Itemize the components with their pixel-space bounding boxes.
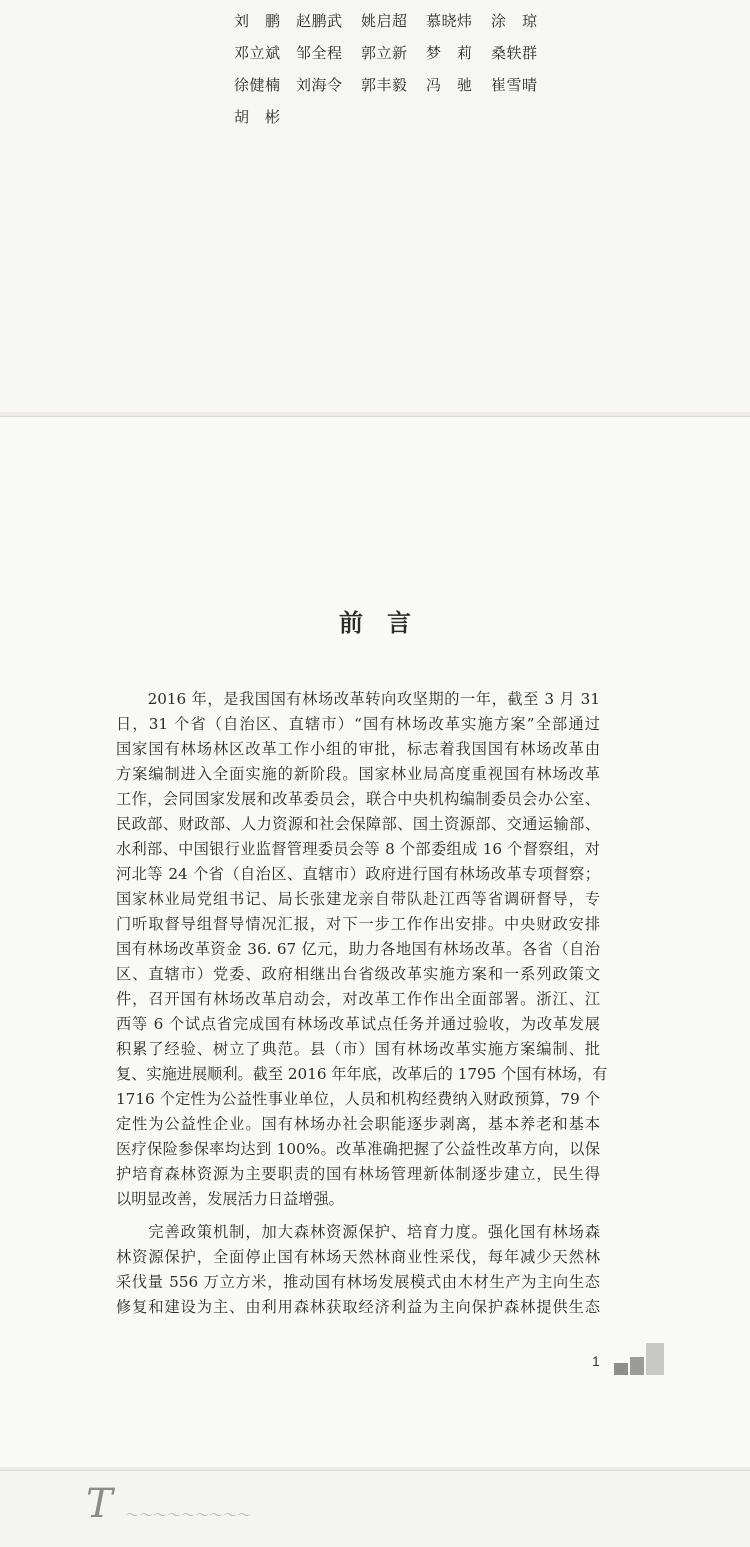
name-row bbox=[234, 68, 556, 100]
contributor-name: 刘海令 bbox=[296, 75, 343, 94]
preface-heading: 前 言 bbox=[339, 608, 411, 637]
contributor-name: 姚启超 bbox=[361, 11, 408, 30]
contributor-name: 梦 莉 bbox=[426, 43, 473, 62]
text-line: 医疗保险参保率均达到 100%。改革准确把握了公益性改革方向，以保 bbox=[116, 1140, 600, 1158]
preface-page bbox=[0, 416, 750, 1467]
text-line: 以明显改善，发展活力日益增强。 bbox=[116, 1190, 344, 1208]
text-line: 区、直辖市）党委、政府相继出台省级改革实施方案和一系列政策文 bbox=[116, 965, 600, 983]
text-line: 国有林场改革资金 36. 67 亿元，助力各地国有林场改革。各省（自治 bbox=[116, 940, 600, 958]
text-line: 定性为公益性企业。国有林场办社会职能逐步剥离，基本养老和基本 bbox=[116, 1115, 600, 1133]
contributor-name: 郭立新 bbox=[361, 43, 408, 62]
text-line: 完善政策机制，加大森林资源保护、培育力度。强化国有林场森 bbox=[116, 1223, 600, 1241]
contributor-name: 慕晓炜 bbox=[426, 11, 473, 30]
text-line: 民政部、财政部、人力资源和社会保障部、国土资源部、交通运输部、 bbox=[116, 815, 600, 833]
text-line: 件，召开国有林场改革启动会，对改革工作作出全面部署。浙江、江 bbox=[116, 990, 600, 1008]
text-line: 日，31 个省（自治区、直辖市）“国有林场改革实施方案”全部通过 bbox=[116, 715, 600, 733]
text-line: 西等 6 个试点省完成国有林场改革试点任务并通过验收，为改革发展 bbox=[116, 1015, 600, 1033]
contributor-names bbox=[234, 4, 556, 132]
text-line: 复、实施进展顺利。截至 2016 年年底，改革后的 1795 个国有林场，有 bbox=[116, 1065, 608, 1083]
text-line: 积累了经验、树立了典范。县（市）国有林场改革实施方案编制、批 bbox=[116, 1040, 600, 1058]
text-line: 国家国有林场林区改革工作小组的审批，标志着我国国有林场改革由 bbox=[116, 740, 600, 758]
preface-body bbox=[116, 687, 608, 1320]
contributor-name: 崔雪晴 bbox=[491, 75, 538, 94]
name-row bbox=[234, 100, 556, 132]
contributor-name: 赵鹏武 bbox=[296, 11, 343, 30]
text-line: 河北等 24 个省（自治区、直辖市）政府进行国有林场改革专项督察； bbox=[116, 865, 600, 883]
text-line: 2016 年，是我国国有林场改革转向攻坚期的一年，截至 3 月 31 bbox=[116, 690, 600, 708]
bar-chart-decoration-icon bbox=[612, 1339, 668, 1375]
name-row bbox=[234, 36, 556, 68]
contributor-name: 冯 驰 bbox=[426, 75, 473, 94]
next-page bbox=[0, 1470, 750, 1547]
contributor-name: 桑轶群 bbox=[491, 43, 538, 62]
name-row bbox=[234, 4, 556, 36]
text-line: 门听取督导组督导情况汇报，对下一步工作作出安排。中央财政安排 bbox=[116, 915, 600, 933]
contributor-name: 胡 彬 bbox=[234, 107, 281, 126]
text-line: 林资源保护，全面停止国有林场天然林商业性采伐，每年减少天然林 bbox=[116, 1248, 600, 1266]
previous-page bbox=[0, 0, 750, 412]
contributor-name: 涂 琼 bbox=[491, 11, 538, 30]
text-line: 方案编制进入全面实施的新阶段。国家林业局高度重视国有林场改革 bbox=[116, 765, 600, 783]
text-line: 采伐量 556 万立方米，推动国有林场发展模式由木材生产为主向生态 bbox=[116, 1273, 600, 1291]
text-line: 国家林业局党组书记、局长张建龙亲自带队赴江西等省调研督导，专 bbox=[116, 890, 600, 908]
text-line: 水利部、中国银行业监督管理委员会等 8 个部委组成 16 个督察组，对 bbox=[116, 840, 600, 858]
decorative-script-flourish: ～～～～～～～～～ bbox=[124, 1508, 250, 1524]
contributor-name: 徐健楠 bbox=[234, 75, 281, 94]
contributor-name: 邓立斌 bbox=[234, 43, 281, 62]
contributor-name: 邹全程 bbox=[296, 43, 343, 62]
text-line: 护培育森林资源为主要职责的国有林场管理新体制逐步建立，民生得 bbox=[116, 1165, 600, 1183]
text-line: 修复和建设为主、由利用森林获取经济利益为主向保护森林提供生态 bbox=[116, 1298, 600, 1316]
decorative-initial: T bbox=[86, 1481, 113, 1527]
contributor-name: 刘 鹏 bbox=[234, 11, 281, 30]
contributor-name: 郭丰毅 bbox=[361, 75, 408, 94]
page-number: 1 bbox=[592, 1353, 600, 1369]
text-line: 工作，会同国家发展和改革委员会，联合中央机构编制委员会办公室、 bbox=[116, 790, 600, 808]
text-line: 1716 个定性为公益性事业单位，人员和机构经费纳入财政预算，79 个 bbox=[116, 1090, 600, 1108]
